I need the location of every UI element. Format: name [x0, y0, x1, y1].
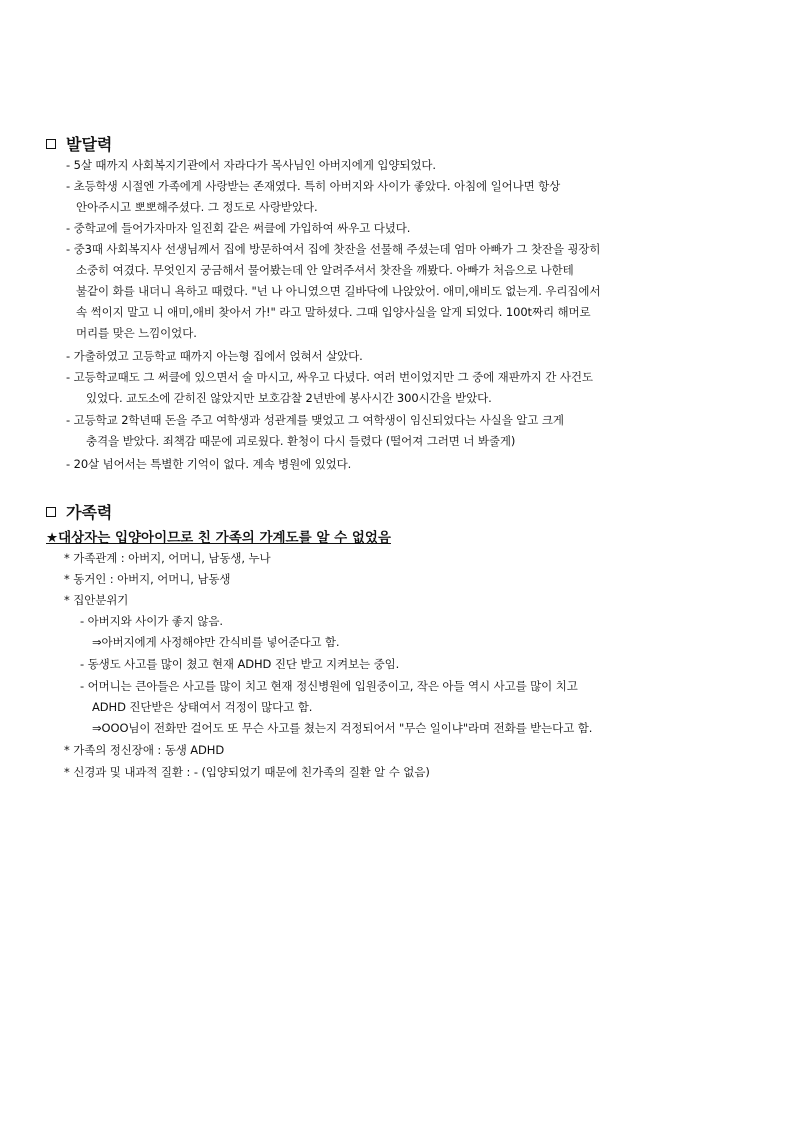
list-item-continuation: ⇒OOO님이 전화만 걸어도 또 무슨 사고를 쳤는지 걱정되어서 "무슨 일이냐"라며 전화를 받는다고 함.	[92, 721, 593, 735]
section-title-text: 발달력	[66, 135, 113, 154]
list-item: * 가족관계 : 아버지, 어머니, 남동생, 누나	[64, 551, 271, 565]
list-item: - 중3때 사회복지사 선생님께서 집에 방문하여서 집에 찻잔을 선물해 주셨는데 엄마 아빠가 그 찻잔을 굉장히	[66, 242, 601, 256]
list-item-continuation: ADHD 진단받은 상태여서 걱정이 많다고 함.	[92, 700, 313, 714]
list-item: - 중학교에 들어가자마자 일진회 같은 써클에 가입하여 싸우고 다녔다.	[66, 221, 411, 235]
list-item: - 어머니는 큰아들은 사고를 많이 치고 현재 정신병원에 입원중이고, 작은 아들 역시 사고를 많이 치고	[80, 679, 578, 693]
list-item: * 가족의 정신장애 : 동생 ADHD	[64, 743, 225, 757]
list-item: * 집안분위기	[64, 593, 129, 607]
list-item-continuation: 속 썩이지 말고 니 애미,애비 찾아서 가!" 라고 말하셨다. 그때 입양사실을 알게 되었다. 100t짜리 해머로	[76, 305, 591, 319]
list-item: - 고등학교 2학년때 돈을 주고 여학생과 성관계를 맺었고 그 여학생이 임신되었다는 사실을 알고 크게	[66, 413, 564, 427]
list-item-continuation: 머리를 맞은 느낌이었다.	[76, 326, 197, 340]
list-item: - 동생도 사고를 많이 쳤고 현재 ADHD 진단 받고 지켜보는 중임.	[80, 657, 400, 671]
list-item-continuation: ⇒아버지에게 사정해야만 간식비를 넣어준다고 함.	[92, 635, 340, 649]
list-item: - 5살 때까지 사회복지기관에서 자라다가 목사님인 아버지에게 입양되었다.	[66, 158, 436, 172]
list-item: - 고등학교때도 그 써클에 있으면서 술 마시고, 싸우고 다녔다. 여러 번이었지만 그 중에 재판까지 간 사건도	[66, 370, 593, 384]
list-item: - 20살 넘어서는 특별한 기억이 없다. 계속 병원에 있었다.	[66, 457, 352, 471]
list-item-continuation: 충격을 받았다. 죄책감 때문에 괴로웠다. 환청이 다시 들렸다 (떨어져 그러면 너 봐줄게)	[86, 434, 516, 448]
list-item-continuation: 있었다. 교도소에 갇히진 않았지만 보호감찰 2년반에 봉사시간 300시간을 받았다.	[86, 391, 492, 405]
list-item: * 신경과 및 내과적 질환 : - (입양되었기 때문에 친가족의 질환 알 수 없음)	[64, 765, 430, 779]
list-item: - 가출하였고 고등학교 때까지 아는형 집에서 얹혀서 살았다.	[66, 349, 363, 363]
list-item-continuation: 불같이 화를 내더니 욕하고 때렸다. "넌 나 아니였으면 길바닥에 나앉았어. 애미,애비도 없는게. 우리집에서	[76, 284, 601, 298]
list-item: - 아버지와 사이가 좋지 않음.	[80, 614, 223, 628]
list-item-continuation: 소중히 여겼다. 무엇인지 궁금해서 물어봤는데 안 알려주셔서 찻잔을 깨봤다. 아빠가 처음으로 나한테	[76, 263, 574, 277]
section-title-development	[46, 132, 112, 155]
highlight-note: ★대상자는 입양아이므로 친 가족의 가계도를 알 수 없었음	[46, 530, 391, 546]
checkbox-icon	[46, 139, 56, 149]
section-title-text: 가족력	[66, 503, 113, 522]
list-item-continuation: 안아주시고 뽀뽀해주셨다. 그 정도로 사랑받았다.	[76, 200, 318, 214]
list-item: * 동거인 : 아버지, 어머니, 남동생	[64, 572, 231, 586]
section-title-family	[46, 500, 112, 523]
checkbox-icon	[46, 507, 56, 517]
list-item: - 초등학생 시절엔 가족에게 사랑받는 존재였다. 특히 아버지와 사이가 좋았다. 아침에 일어나면 항상	[66, 179, 561, 193]
